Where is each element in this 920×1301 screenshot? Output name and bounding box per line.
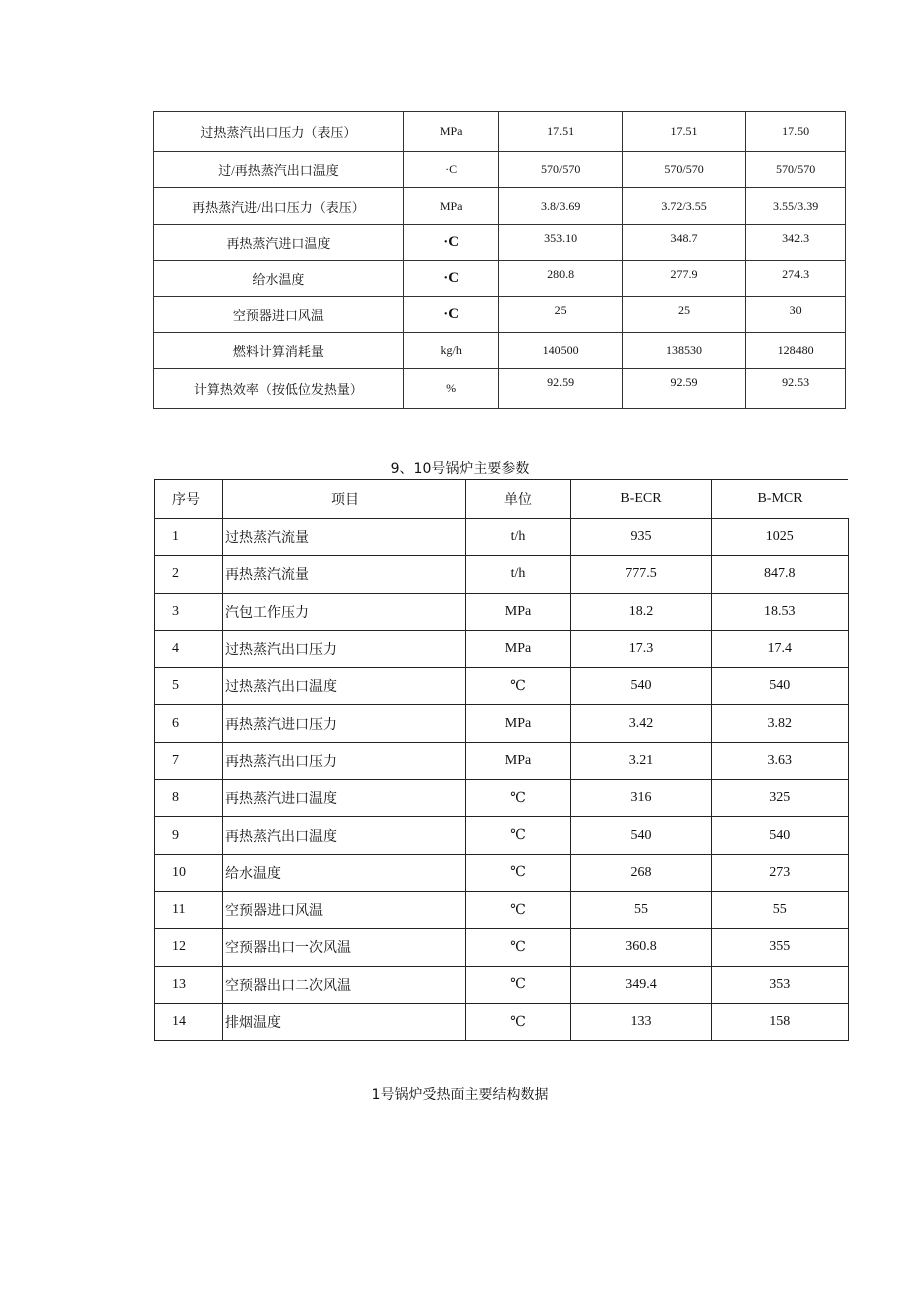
table-row — [155, 1003, 849, 1040]
table-row — [155, 593, 849, 630]
table-row — [155, 817, 849, 854]
unit-cell: ℃ — [466, 966, 571, 1003]
unit-cell: ℃ — [466, 668, 571, 705]
value-cell: 277.9 — [622, 261, 745, 297]
header-ecr: B-ECR — [571, 480, 712, 519]
item-cell: 空预器出口二次风温 — [223, 966, 466, 1003]
mcr-value: 18.53 — [712, 593, 849, 630]
header-item: 项目 — [223, 480, 466, 519]
item-cell: 过热蒸汽出口温度 — [223, 668, 466, 705]
header-unit: 单位 — [466, 480, 571, 519]
item-cell: 过热蒸汽出口压力 — [223, 630, 466, 667]
mcr-value: 158 — [712, 1003, 849, 1040]
mcr-value: 3.82 — [712, 705, 849, 742]
value-cell: 140500 — [499, 333, 622, 369]
value-cell: 570/570 — [746, 152, 846, 188]
mcr-value: 540 — [712, 668, 849, 705]
header-mcr: B-MCR — [712, 480, 849, 519]
table-row — [154, 333, 846, 369]
item-cell: 再热蒸汽流量 — [223, 556, 466, 593]
ecr-value: 316 — [571, 780, 712, 817]
ecr-value: 777.5 — [571, 556, 712, 593]
mcr-value: 540 — [712, 817, 849, 854]
item-cell: 排烟温度 — [223, 1003, 466, 1040]
table-row — [155, 668, 849, 705]
mcr-value: 55 — [712, 891, 849, 928]
param-cell: 过热蒸汽出口压力（表压） — [154, 112, 404, 152]
value-cell: 92.59 — [499, 369, 622, 409]
ecr-value: 3.42 — [571, 705, 712, 742]
row-number: 7 — [155, 742, 223, 779]
table-row — [155, 780, 849, 817]
unit-cell: ·C — [403, 261, 499, 297]
table-row — [155, 891, 849, 928]
row-number: 5 — [155, 668, 223, 705]
param-cell: 过/再热蒸汽出口温度 — [154, 152, 404, 188]
row-number: 11 — [155, 891, 223, 928]
value-cell: 570/570 — [499, 152, 622, 188]
table-row — [155, 519, 849, 556]
value-cell: 3.72/3.55 — [622, 188, 745, 225]
ecr-value: 55 — [571, 891, 712, 928]
unit-cell: ℃ — [466, 1003, 571, 1040]
row-number: 1 — [155, 519, 223, 556]
ecr-value: 360.8 — [571, 929, 712, 966]
table-row — [155, 705, 849, 742]
value-cell: 17.51 — [622, 112, 745, 152]
table-row — [154, 297, 846, 333]
row-number: 2 — [155, 556, 223, 593]
unit-cell: ℃ — [466, 891, 571, 928]
value-cell: 30 — [746, 297, 846, 333]
item-cell: 空预器出口一次风温 — [223, 929, 466, 966]
table-row — [155, 630, 849, 667]
value-cell: 274.3 — [746, 261, 846, 297]
table2-body — [155, 480, 849, 1041]
value-cell: 25 — [499, 297, 622, 333]
boiler-9-10-params-table — [154, 479, 849, 1041]
value-cell: 17.50 — [746, 112, 846, 152]
param-cell: 再热蒸汽进口温度 — [154, 225, 404, 261]
row-number: 8 — [155, 780, 223, 817]
ecr-value: 349.4 — [571, 966, 712, 1003]
unit-cell: MPa — [466, 705, 571, 742]
unit-cell: kg/h — [403, 333, 499, 369]
value-cell: 92.53 — [746, 369, 846, 409]
ecr-value: 268 — [571, 854, 712, 891]
value-cell: 3.8/3.69 — [499, 188, 622, 225]
value-cell: 25 — [622, 297, 745, 333]
ecr-value: 935 — [571, 519, 712, 556]
unit-cell: MPa — [466, 593, 571, 630]
unit-cell: ·C — [403, 225, 499, 261]
row-number: 6 — [155, 705, 223, 742]
item-cell: 再热蒸汽出口温度 — [223, 817, 466, 854]
unit-cell: ℃ — [466, 817, 571, 854]
value-cell: 342.3 — [746, 225, 846, 261]
item-cell: 再热蒸汽进口温度 — [223, 780, 466, 817]
ecr-value: 133 — [571, 1003, 712, 1040]
item-cell: 汽包工作压力 — [223, 593, 466, 630]
table-row — [154, 188, 846, 225]
table-row — [154, 261, 846, 297]
table-header-row — [155, 480, 849, 519]
item-cell: 过热蒸汽流量 — [223, 519, 466, 556]
table-row — [154, 112, 846, 152]
table3-caption: 1号锅炉受热面主要结构数据 — [371, 1087, 549, 1103]
value-cell: 92.59 — [622, 369, 745, 409]
ecr-value: 3.21 — [571, 742, 712, 779]
value-cell: 570/570 — [622, 152, 745, 188]
row-number: 10 — [155, 854, 223, 891]
value-cell: 348.7 — [622, 225, 745, 261]
param-cell: 燃料计算消耗量 — [154, 333, 404, 369]
row-number: 12 — [155, 929, 223, 966]
mcr-value: 353 — [712, 966, 849, 1003]
row-number: 14 — [155, 1003, 223, 1040]
row-number: 9 — [155, 817, 223, 854]
item-cell: 再热蒸汽进口压力 — [223, 705, 466, 742]
table-row — [155, 854, 849, 891]
value-cell: 128480 — [746, 333, 846, 369]
param-cell: 给水温度 — [154, 261, 404, 297]
unit-cell: ℃ — [466, 929, 571, 966]
unit-cell: ℃ — [466, 854, 571, 891]
value-cell: 3.55/3.39 — [746, 188, 846, 225]
table-row — [154, 152, 846, 188]
item-cell: 给水温度 — [223, 854, 466, 891]
table-row — [155, 966, 849, 1003]
row-number: 4 — [155, 630, 223, 667]
unit-cell: MPa — [403, 112, 499, 152]
mcr-value: 3.63 — [712, 742, 849, 779]
unit-cell: % — [403, 369, 499, 409]
param-cell: 再热蒸汽进/出口压力（表压） — [154, 188, 404, 225]
value-cell: 280.8 — [499, 261, 622, 297]
value-cell: 138530 — [622, 333, 745, 369]
mcr-value: 17.4 — [712, 630, 849, 667]
mcr-value: 273 — [712, 854, 849, 891]
param-cell: 空预器进口风温 — [154, 297, 404, 333]
table2-caption: 9、10号锅炉主要参数 — [390, 461, 530, 477]
unit-cell: ·C — [403, 152, 499, 188]
unit-cell: ℃ — [466, 780, 571, 817]
table-row — [154, 225, 846, 261]
unit-cell: ·C — [403, 297, 499, 333]
value-cell: 353.10 — [499, 225, 622, 261]
table-row — [155, 556, 849, 593]
ecr-value: 540 — [571, 668, 712, 705]
table-row — [154, 369, 846, 409]
boiler-params-table-continued — [153, 111, 846, 409]
unit-cell: t/h — [466, 556, 571, 593]
param-cell: 计算热效率（按低位发热量） — [154, 369, 404, 409]
table-row — [155, 742, 849, 779]
mcr-value: 1025 — [712, 519, 849, 556]
row-number: 13 — [155, 966, 223, 1003]
table-row — [155, 929, 849, 966]
ecr-value: 18.2 — [571, 593, 712, 630]
item-cell: 空预器进口风温 — [223, 891, 466, 928]
unit-cell: MPa — [466, 630, 571, 667]
value-cell: 17.51 — [499, 112, 622, 152]
item-cell: 再热蒸汽出口压力 — [223, 742, 466, 779]
ecr-value: 540 — [571, 817, 712, 854]
mcr-value: 847.8 — [712, 556, 849, 593]
header-no: 序号 — [155, 480, 223, 519]
unit-cell: MPa — [466, 742, 571, 779]
mcr-value: 355 — [712, 929, 849, 966]
unit-cell: MPa — [403, 188, 499, 225]
table1-body — [154, 112, 846, 409]
row-number: 3 — [155, 593, 223, 630]
unit-cell: t/h — [466, 519, 571, 556]
mcr-value: 325 — [712, 780, 849, 817]
ecr-value: 17.3 — [571, 630, 712, 667]
